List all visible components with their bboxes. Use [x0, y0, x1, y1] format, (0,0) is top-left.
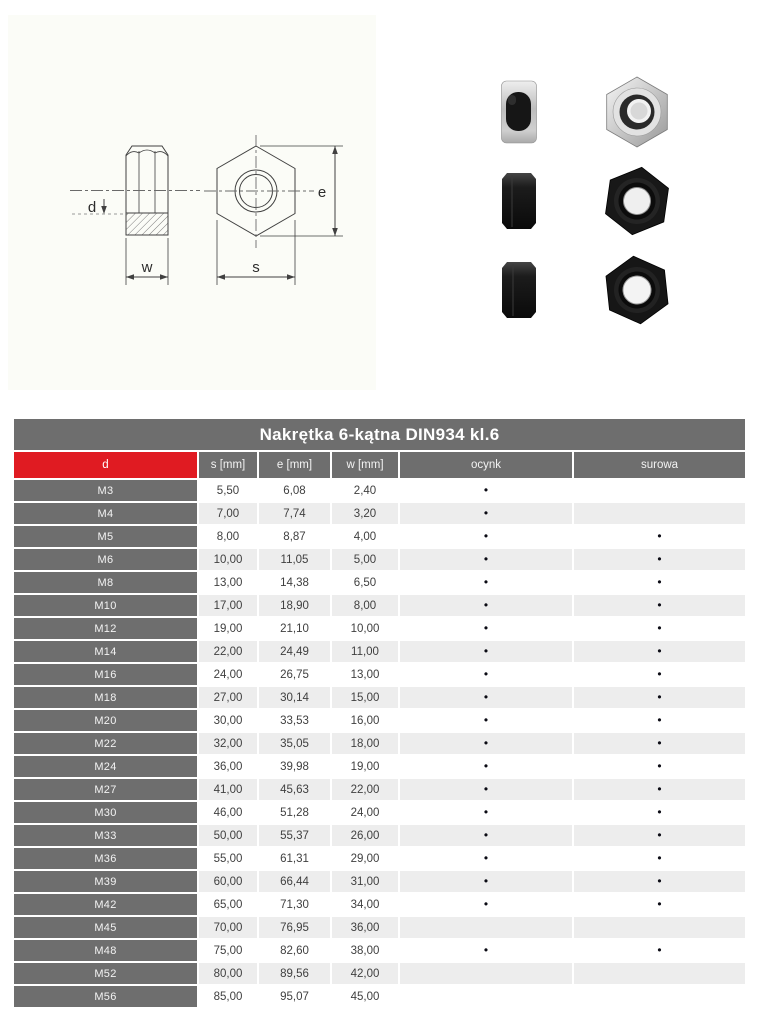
row-label: M33: [14, 825, 197, 846]
value-e: 26,75: [280, 668, 309, 681]
hex-nut-technical-drawing: [8, 15, 376, 390]
value-e: 21,10: [280, 622, 309, 635]
value-w: 2,40: [353, 484, 377, 497]
availability-ocynk: •: [483, 621, 489, 635]
row-label: M45: [14, 917, 197, 938]
dim-label-w: w: [141, 259, 153, 276]
value-w: 6,50: [353, 576, 377, 589]
value-s: 19,00: [213, 622, 243, 635]
value-e: 30,14: [259, 687, 330, 708]
value-e: 82,60: [280, 944, 309, 957]
row-label: M56: [14, 986, 197, 1007]
availability-ocynk: •: [400, 733, 572, 754]
value-e: 95,07: [280, 990, 309, 1003]
table-row: [14, 549, 745, 570]
row-label: M42: [14, 894, 197, 915]
value-s: 50,00: [199, 825, 257, 846]
availability-surowa: •: [657, 851, 662, 865]
availability-ocynk: •: [400, 595, 572, 616]
table-row: [14, 641, 745, 662]
value-s: 70,00: [199, 917, 257, 938]
value-e: 7,74: [259, 503, 330, 524]
value-w: 15,00: [332, 687, 398, 708]
availability-ocynk: [400, 986, 572, 1007]
row-label: M52: [14, 963, 197, 984]
availability-ocynk: •: [400, 825, 572, 846]
availability-surowa: •: [657, 667, 662, 681]
table-row: [14, 848, 745, 869]
column-header-e-mm: e [mm]: [259, 452, 330, 478]
row-label: M5: [14, 526, 197, 547]
value-s: 22,00: [199, 641, 257, 662]
availability-ocynk: •: [483, 897, 489, 911]
value-s: 41,00: [199, 779, 257, 800]
availability-surowa: •: [657, 805, 662, 819]
availability-surowa: •: [574, 687, 745, 708]
availability-surowa: •: [574, 549, 745, 570]
availability-ocynk: •: [483, 483, 489, 497]
availability-ocynk: •: [483, 851, 489, 865]
table-row: [14, 480, 745, 501]
value-s: 10,00: [199, 549, 257, 570]
value-s: 17,00: [199, 595, 257, 616]
table-title-row: [14, 419, 745, 450]
availability-ocynk: •: [483, 667, 489, 681]
dim-label-d: d: [87, 199, 97, 216]
availability-surowa: •: [574, 825, 745, 846]
value-s: 36,00: [213, 760, 243, 773]
black-nut-side-photo: [500, 166, 538, 236]
table-row: [14, 618, 745, 639]
black-nut-hex-photo: [598, 165, 676, 237]
value-e: 39,98: [280, 760, 309, 773]
table-title: Nakrętka 6-kątna DIN934 kl.6: [14, 419, 745, 450]
column-header-surowa: surowa: [574, 452, 745, 478]
dim-d: [72, 199, 126, 216]
value-e: 8,87: [283, 530, 306, 543]
value-s: 85,00: [213, 990, 243, 1003]
table-body: [14, 480, 745, 1007]
availability-ocynk: •: [483, 713, 489, 727]
row-label: M39: [14, 871, 197, 892]
table-row: [14, 733, 745, 754]
nut-front-view: [204, 135, 314, 248]
availability-surowa: •: [657, 575, 662, 589]
value-w: 24,00: [350, 806, 380, 819]
row-label: M6: [14, 549, 197, 570]
row-label: M12: [14, 618, 197, 639]
value-w: 26,00: [332, 825, 398, 846]
row-label: M22: [14, 733, 197, 754]
table-row: [14, 940, 745, 961]
product-photos: [500, 76, 676, 326]
value-s: 5,50: [216, 484, 240, 497]
value-w: 8,00: [332, 595, 398, 616]
black-nut-side-photo: [500, 255, 538, 325]
availability-surowa: •: [574, 779, 745, 800]
table-row: [14, 779, 745, 800]
value-w: 36,00: [332, 917, 398, 938]
photo-row-black-1: [500, 165, 676, 237]
value-s: 46,00: [213, 806, 243, 819]
column-header-w-mm: w [mm]: [332, 452, 398, 478]
table-row: [14, 802, 745, 823]
row-label: M36: [14, 848, 197, 869]
availability-ocynk: •: [483, 575, 489, 589]
table-row: [14, 917, 745, 938]
table-row: [14, 986, 745, 1007]
value-s: 24,00: [213, 668, 243, 681]
value-e: 66,44: [259, 871, 330, 892]
table-row: [14, 756, 745, 777]
value-w: 31,00: [332, 871, 398, 892]
technical-drawing-panel: [8, 15, 376, 390]
row-label: M20: [14, 710, 197, 731]
photo-row-zinc: [500, 76, 676, 148]
value-s: 7,00: [199, 503, 257, 524]
availability-ocynk: •: [483, 805, 489, 819]
availability-surowa: •: [574, 871, 745, 892]
table-row: [14, 572, 745, 593]
availability-ocynk: [400, 917, 572, 938]
row-label: M3: [14, 480, 197, 501]
value-s: 27,00: [199, 687, 257, 708]
availability-ocynk: •: [483, 943, 489, 957]
dim-label-s: s: [252, 259, 260, 276]
availability-ocynk: •: [483, 529, 489, 543]
availability-surowa: •: [574, 733, 745, 754]
value-s: 32,00: [199, 733, 257, 754]
row-label: M8: [14, 572, 197, 593]
table-header-row: [14, 452, 745, 478]
availability-surowa: •: [574, 641, 745, 662]
table-row: [14, 526, 745, 547]
value-s: 75,00: [213, 944, 243, 957]
dim-w: [126, 238, 168, 285]
value-s: 13,00: [213, 576, 243, 589]
black-nut-hex-photo: [598, 254, 676, 326]
table-row: [14, 825, 745, 846]
column-header-s-mm: s [mm]: [199, 452, 257, 478]
dim-label-e: e: [317, 184, 327, 201]
value-e: 33,53: [280, 714, 309, 727]
availability-surowa: •: [574, 595, 745, 616]
table-row: [14, 687, 745, 708]
table-row: [14, 710, 745, 731]
availability-surowa: •: [657, 713, 662, 727]
value-w: 4,00: [353, 530, 377, 543]
value-e: 71,30: [280, 898, 309, 911]
table-row: [14, 503, 745, 524]
availability-surowa: •: [657, 897, 662, 911]
value-w: 13,00: [350, 668, 380, 681]
value-w: 38,00: [350, 944, 380, 957]
value-e: 76,95: [259, 917, 330, 938]
availability-surowa: •: [657, 529, 662, 543]
table-row: [14, 963, 745, 984]
value-w: 3,20: [332, 503, 398, 524]
row-label: M48: [14, 940, 197, 961]
availability-surowa: •: [657, 621, 662, 635]
column-header-d: d: [14, 452, 197, 478]
table-row: [14, 894, 745, 915]
value-w: 10,00: [350, 622, 380, 635]
value-e: 89,56: [259, 963, 330, 984]
value-w: 42,00: [332, 963, 398, 984]
row-label: M16: [14, 664, 197, 685]
value-w: 19,00: [350, 760, 380, 773]
availability-ocynk: [400, 963, 572, 984]
availability-ocynk: •: [483, 759, 489, 773]
column-header-ocynk: ocynk: [400, 452, 572, 478]
value-w: 11,00: [332, 641, 398, 662]
value-w: 5,00: [332, 549, 398, 570]
value-e: 6,08: [283, 484, 306, 497]
availability-ocynk: •: [400, 687, 572, 708]
value-e: 55,37: [259, 825, 330, 846]
nut-side-view: [70, 146, 200, 235]
value-w: 18,00: [332, 733, 398, 754]
photo-row-black-2: [500, 254, 676, 326]
availability-surowa: [574, 986, 745, 1007]
value-e: 14,38: [280, 576, 309, 589]
availability-surowa: [574, 503, 745, 524]
value-s: 30,00: [213, 714, 243, 727]
availability-ocynk: •: [400, 779, 572, 800]
value-s: 65,00: [213, 898, 243, 911]
value-w: 29,00: [350, 852, 380, 865]
value-w: 45,00: [350, 990, 380, 1003]
row-label: M24: [14, 756, 197, 777]
table-row: [14, 871, 745, 892]
table-row: [14, 595, 745, 616]
zinc-nut-side-photo: [500, 78, 538, 146]
row-label: M14: [14, 641, 197, 662]
value-w: 16,00: [350, 714, 380, 727]
row-label: M10: [14, 595, 197, 616]
availability-ocynk: •: [400, 503, 572, 524]
value-e: 24,49: [259, 641, 330, 662]
availability-surowa: [574, 480, 745, 501]
value-w: 34,00: [350, 898, 380, 911]
product-header-section: [0, 0, 758, 417]
row-label: M18: [14, 687, 197, 708]
table-row: [14, 664, 745, 685]
value-e: 11,05: [259, 549, 330, 570]
availability-ocynk: •: [400, 549, 572, 570]
availability-surowa: •: [657, 943, 662, 957]
value-e: 51,28: [280, 806, 309, 819]
value-e: 61,31: [280, 852, 309, 865]
availability-surowa: [574, 963, 745, 984]
row-label: M4: [14, 503, 197, 524]
value-e: 35,05: [259, 733, 330, 754]
value-s: 8,00: [216, 530, 240, 543]
zinc-nut-hex-photo: [598, 76, 676, 148]
value-s: 55,00: [213, 852, 243, 865]
value-s: 80,00: [199, 963, 257, 984]
availability-ocynk: •: [400, 871, 572, 892]
spec-table: [12, 417, 747, 1009]
value-e: 18,90: [259, 595, 330, 616]
availability-surowa: •: [657, 759, 662, 773]
value-e: 45,63: [259, 779, 330, 800]
availability-ocynk: •: [400, 641, 572, 662]
value-w: 22,00: [332, 779, 398, 800]
availability-surowa: [574, 917, 745, 938]
row-label: M30: [14, 802, 197, 823]
value-s: 60,00: [199, 871, 257, 892]
row-label: M27: [14, 779, 197, 800]
